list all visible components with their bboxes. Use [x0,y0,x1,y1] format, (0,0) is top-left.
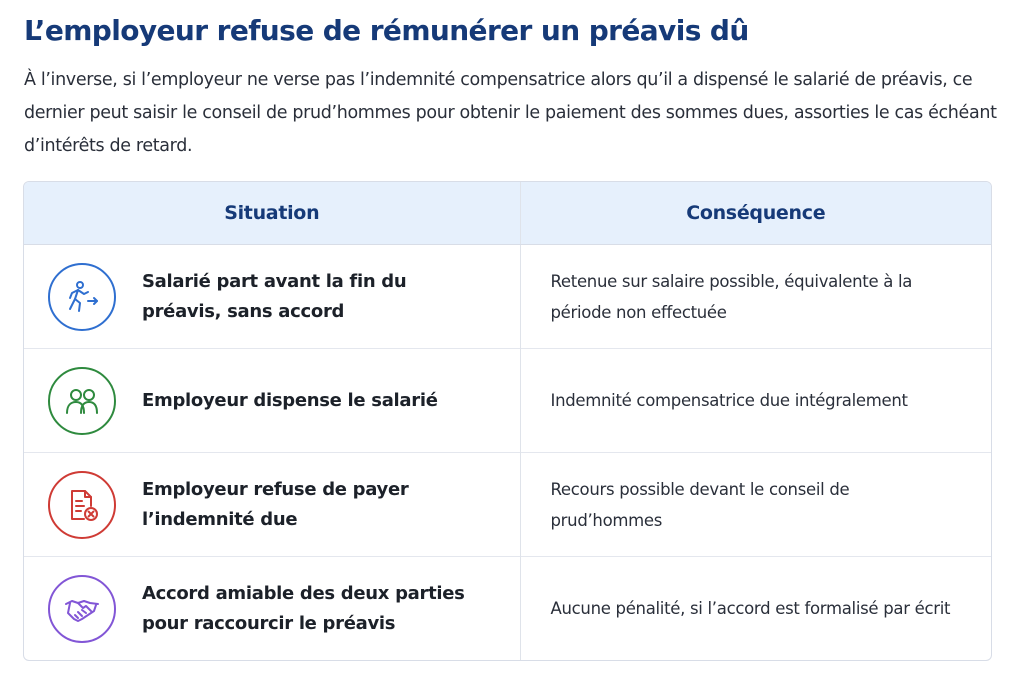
table-row [24,557,991,661]
table-row [24,349,991,453]
handshake-icon [48,575,116,643]
consequence-cell [520,349,991,453]
running-exit-icon [48,263,116,331]
header-situation: Situation [24,182,520,245]
consequence-cell [520,453,991,557]
consequence-cell [520,245,991,349]
situation-text: Employeur dispense le salarié [142,389,438,411]
table-row [24,453,991,557]
situation-cell [24,245,520,349]
situation-text: Accord amiable des deux parties pour raccourcir le préavis [142,582,465,634]
situation-text: Salarié part avant la fin du préavis, sans accord [142,270,407,322]
table-header-row [24,182,991,245]
situation-cell [24,557,520,661]
two-people-icon [48,367,116,435]
situation-text: Employeur refuse de payer l’indemnité due [142,478,409,530]
situation-cell [24,349,520,453]
table-row [24,245,991,349]
consequence-text: Indemnité compensatrice due intégralement [550,391,908,410]
consequence-cell [520,557,991,661]
consequence-text: Aucune pénalité, si l’accord est formalisé par écrit [550,599,951,619]
consequence-text: Retenue sur salaire possible, équivalente à la période non effectuée [550,271,913,322]
page-title: L’employeur refuse de rémunérer un préavis dû [24,14,749,47]
situation-cell [24,453,520,557]
consequence-text: Recours possible devant le conseil de prud’hommes [550,479,850,530]
intro-paragraph: À l’inverse, si l’employeur ne verse pas l’indemnité compensatrice alors qu’il a dispensé le salarié de préavis, ce dernier peut saisir le conseil de prud’hommes pour obtenir le paiement des sommes dues, assorties le cas échéant d’intérêts de retard. [24,70,997,156]
header-consequence: Conséquence [520,182,991,245]
document-cancel-icon [48,471,116,539]
comparison-table [23,181,992,661]
